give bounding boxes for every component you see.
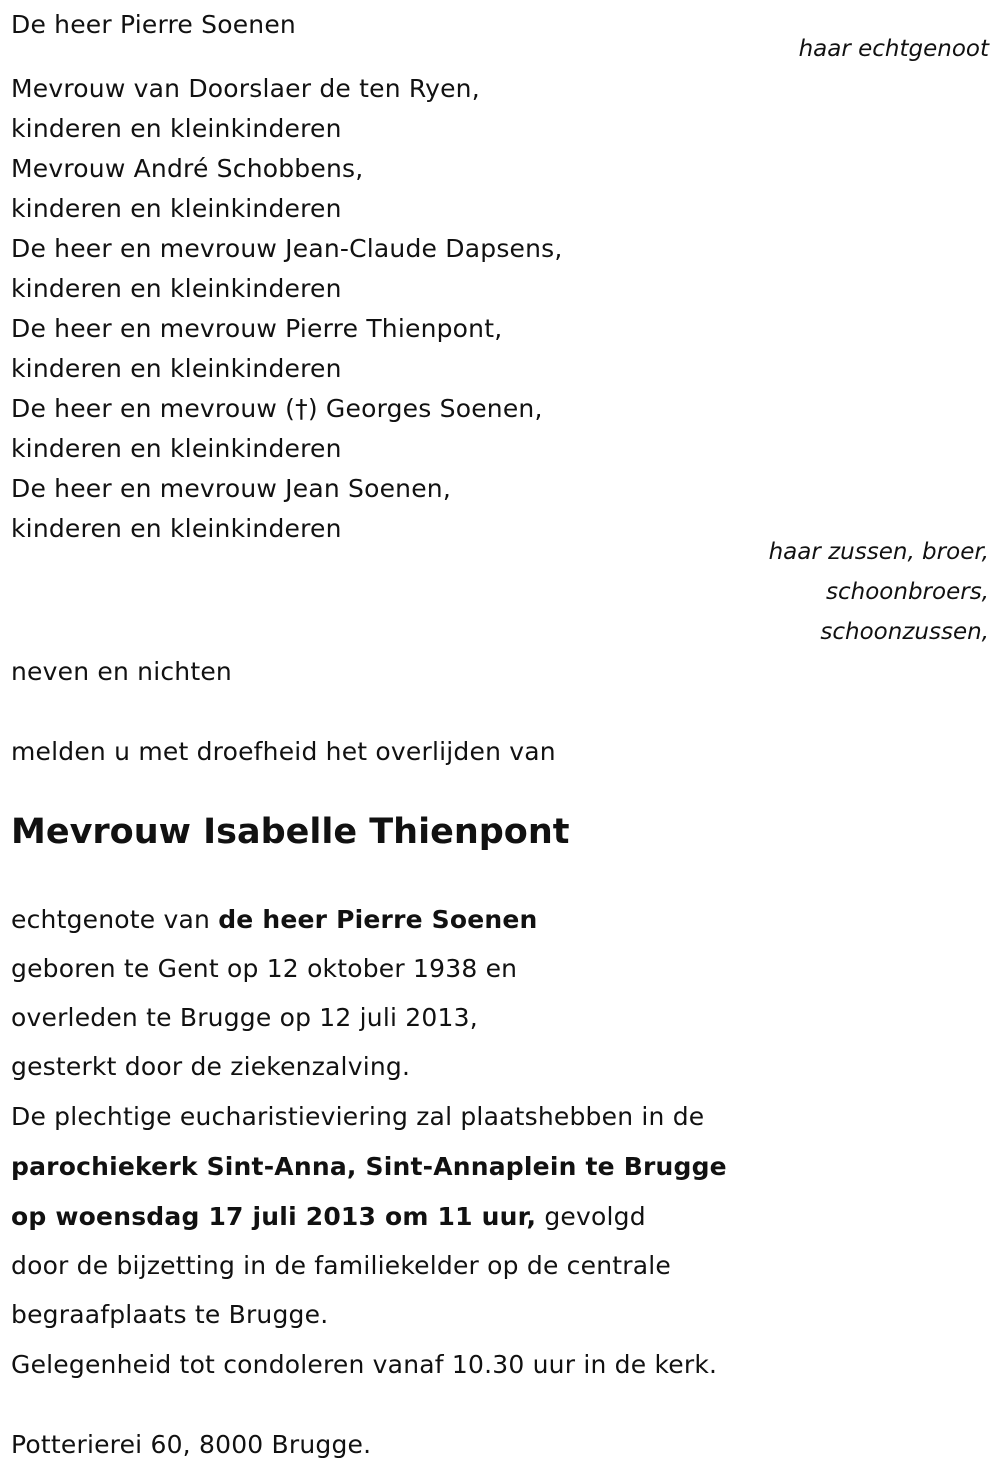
family-role: haar zussen, broer, (768, 539, 989, 565)
ceremony-place: parochiekerk Sint-Anna, Sint-Annaplein te Brugge (11, 1152, 727, 1181)
family-line: kinderen en kleinkinderen (11, 274, 342, 303)
spouse-line (11, 905, 538, 935)
burial-line: begraafplaats te Brugge. (11, 1300, 329, 1329)
ceremony-intro: De plechtige eucharistieviering zal plaatshebben in de (11, 1102, 705, 1131)
ceremony-time-line (11, 1202, 646, 1232)
burial-line: door de bijzetting in de familiekelder op de centrale (11, 1251, 671, 1280)
family-line: kinderen en kleinkinderen (11, 114, 342, 143)
sacrament-line: gesterkt door de ziekenzalving. (11, 1052, 411, 1081)
family-line: kinderen en kleinkinderen (11, 194, 342, 223)
family-line: kinderen en kleinkinderen (11, 514, 342, 543)
ceremony-followed: gevolgd (536, 1202, 646, 1231)
ceremony-time: op woensdag 17 juli 2013 om 11 uur, (11, 1202, 537, 1231)
family-line: De heer en mevrouw Jean Soenen, (11, 474, 452, 503)
family-role: schoonbroers, (826, 579, 989, 605)
born-line: geboren te Gent op 12 oktober 1938 en (11, 954, 518, 983)
family-line: De heer en mevrouw Jean-Claude Dapsens, (11, 234, 563, 263)
family-line: kinderen en kleinkinderen (11, 354, 342, 383)
died-line: overleden te Brugge op 12 juli 2013, (11, 1003, 478, 1032)
spouse-name: de heer Pierre Soenen (218, 905, 538, 934)
deceased-name: Mevrouw Isabelle Thienpont (11, 812, 570, 852)
cousins-line: neven en nichten (11, 657, 232, 686)
husband-line: De heer Pierre Soenen (11, 10, 296, 39)
family-role: schoonzussen, (820, 619, 989, 645)
husband-role: haar echtgenoot (798, 36, 989, 62)
family-line: Mevrouw van Doorslaer de ten Ryen, (11, 74, 480, 103)
family-line: De heer en mevrouw Pierre Thienpont, (11, 314, 503, 343)
spouse-prefix: echtgenote van (11, 905, 219, 934)
announce-line: melden u met droefheid het overlijden van (11, 737, 556, 766)
address-line: Potterierei 60, 8000 Brugge. (11, 1430, 372, 1459)
family-line: Mevrouw André Schobbens, (11, 154, 364, 183)
condolence-line: Gelegenheid tot condoleren vanaf 10.30 uur in de kerk. (11, 1350, 718, 1379)
family-line: De heer en mevrouw (†) Georges Soenen, (11, 394, 543, 423)
family-line: kinderen en kleinkinderen (11, 434, 342, 463)
